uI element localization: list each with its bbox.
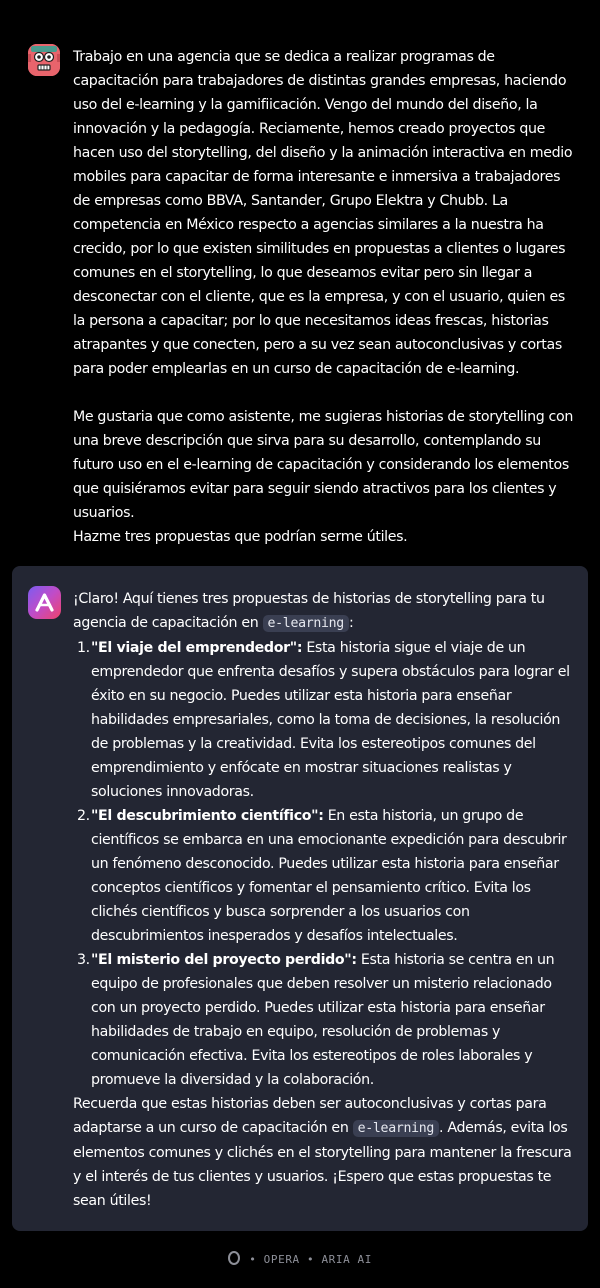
proposal-description: En esta historia, un grupo de científicos se embarca en una emocionante expedición para descubrir un fenómeno desconocido. Puedes utilizar esta historia para enseñar conceptos científicos y fomentar el pensamiento crítico. Evita los clichés científicos y busca sorprender a los usuarios con descubrimientos inesperados y desafíos intelectuales.: [91, 808, 567, 944]
user-paragraph: Me gustaria que como asistente, me sugieras historias de storytelling con una breve descripción que sirva para su desarrollo, contemplando su futuro uso en el e-learning de capacitación y considerando los elementos que quisiéramos evitar para seguir siendo atractivos para los clientes y usuarios.: [73, 409, 573, 521]
assistant-message: [12, 566, 588, 1231]
list-number: 3.: [77, 952, 90, 968]
user-message-text: [73, 45, 578, 549]
proposal-title: "El descubrimiento científico":: [91, 808, 324, 824]
proposal-title: "El viaje del emprendedor":: [91, 640, 303, 656]
list-item: [77, 948, 577, 1092]
list-item: [77, 804, 577, 948]
footer-label: • OPERA • ARIA AI: [249, 1253, 373, 1266]
intro-colon: :: [348, 615, 354, 631]
list-number: 2.: [77, 808, 90, 824]
user-paragraph: Trabajo en una agencia que se dedica a realizar programas de capacitación para trabajadores de distintas grandes empresas, haciendo uso del e-learning y la gamifiicación. Vengo del mundo del diseño, la innovación y la pedagogía. Reciamente, hemos creado proyectos que hacen uso del storytelling, del diseño y la animación interactiva en medio mobiles para capacitar de forma interesante e inmersiva a trabajadores de empresas como BBVA, Santander, Grupo Elektra y Chubb. La competencia en México respecto a agencias similares a la nuestra ha crecido, por lo que existen similitudes en propuestas a clientes o lugares comunes en el storytelling, lo que deseamos evitar pero sin llegar a desconectar con el cliente, que es la empresa, y con el usuario, quien es la persona a capacitar; por lo que necesitamos ideas frescas, historias atrapantes y que conecten, pero a su vez sean autoconclusivas y cortas para poder emplearlas en un curso de capacitación de e-learning.: [73, 49, 573, 377]
proposal-title: "El misterio del proyecto perdido":: [91, 952, 357, 968]
intro-text: ¡Claro! Aquí tienes tres propuestas de historias de storytelling para tu agencia de capacitación en: [73, 591, 545, 631]
user-avatar-icon: [28, 44, 60, 76]
assistant-intro: [73, 587, 577, 636]
list-number: 1.: [77, 640, 90, 656]
inline-code: e-learning: [263, 615, 349, 632]
assistant-closing: [73, 1092, 577, 1213]
closing-text-end: . Además, evita los elementos comunes y clichés en el storytelling para mantener la frescura y el interés de tus clientes y usuarios. ¡Espero que estas propuestas te sean útiles!: [73, 1120, 572, 1209]
user-paragraph: Hazme tres propuestas que podrían serme útiles.: [73, 529, 408, 545]
proposal-description: Esta historia se centra en un equipo de profesionales que deben resolver un misterio relacionado con un proyecto perdido. Puedes utilizar esta historia para enseñar habilidades de trabajo en equipo, resolución de problemas y comunicación efectiva. Evita los estereotipos de roles laborales y promueve la diversidad y la colaboración.: [91, 952, 555, 1088]
assistant-message-text: [73, 587, 577, 1213]
proposal-description: Esta historia sigue el viaje de un emprendedor que enfrenta desafíos y supera obstáculos para lograr el éxito en su negocio. Puedes utilizar esta historia para enseñar habilidades empresariales, como la toma de decisiones, la resolución de problemas y la creatividad. Evita los estereotipos comunes del emprendimiento y enfócate en mostrar situaciones realistas y soluciones innovadoras.: [91, 640, 570, 800]
footer: [0, 1251, 600, 1268]
proposals-list: [73, 636, 577, 1092]
list-item: [77, 636, 577, 804]
opera-logo-icon: [228, 1251, 240, 1265]
aria-logo-icon: [28, 586, 61, 619]
inline-code: e-learning: [353, 1120, 439, 1137]
closing-text: Recuerda que estas historias deben ser autoconclusivas y cortas para adaptarse a un curso de capacitación en: [73, 1096, 547, 1136]
